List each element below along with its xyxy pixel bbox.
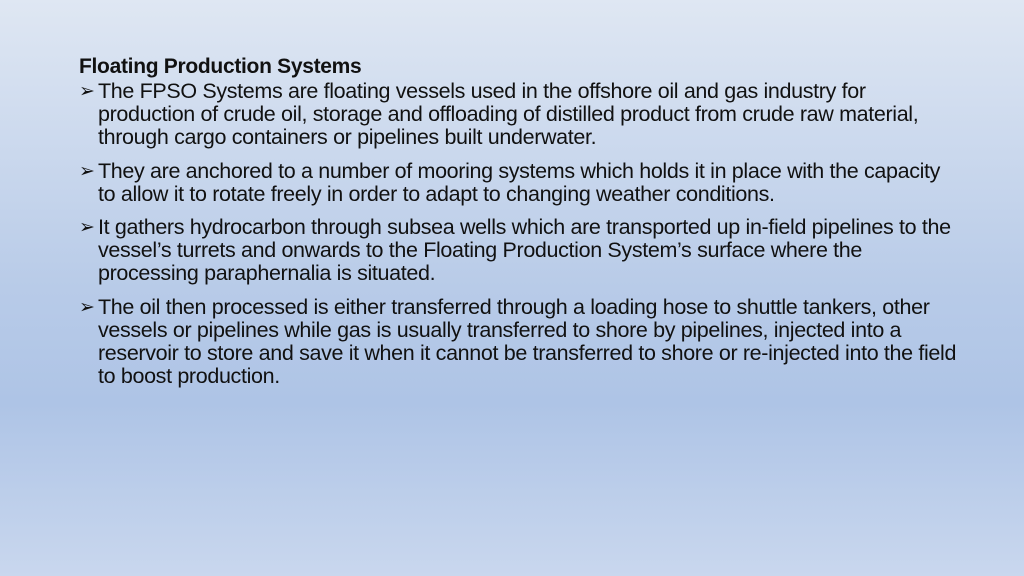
bullet-text: The oil then processed is either transferred through a loading hose to shuttle tankers, other vessels or pipelines while gas is usually transferred to shore by pipelines, injected into a reservoir to store and save it when it cannot be transferred to shore or re-injected into the field to boost production.: [98, 294, 957, 389]
bullet-text: The FPSO Systems are floating vessels used in the offshore oil and gas industry for production of crude oil, storage and offloading of distilled product from crude raw material, through cargo containers or pipelines built underwater.: [98, 79, 919, 150]
arrow-bullet-icon: ➢: [79, 296, 95, 318]
arrow-bullet-icon: ➢: [79, 160, 95, 182]
arrow-bullet-icon: ➢: [79, 217, 95, 239]
bullet-item: [79, 80, 959, 150]
bullet-item: [79, 216, 959, 286]
bullet-item: [79, 160, 959, 206]
slide-content: [79, 54, 959, 398]
arrow-bullet-icon: ➢: [79, 81, 95, 102]
slide-title: Floating Production Systems: [79, 55, 362, 78]
bullet-text: It gathers hydrocarbon through subsea wells which are transported up in-field pipelines to the vessel’s turrets and onwards to the Floating Production System’s surface where the processing paraphernalia is situated.: [98, 215, 951, 286]
bullet-list: [79, 80, 959, 388]
bullet-text: They are anchored to a number of mooring systems which holds it in place with the capacity to allow it to rotate freely in order to adapt to changing weather conditions.: [98, 158, 941, 206]
bullet-item: [79, 296, 959, 389]
